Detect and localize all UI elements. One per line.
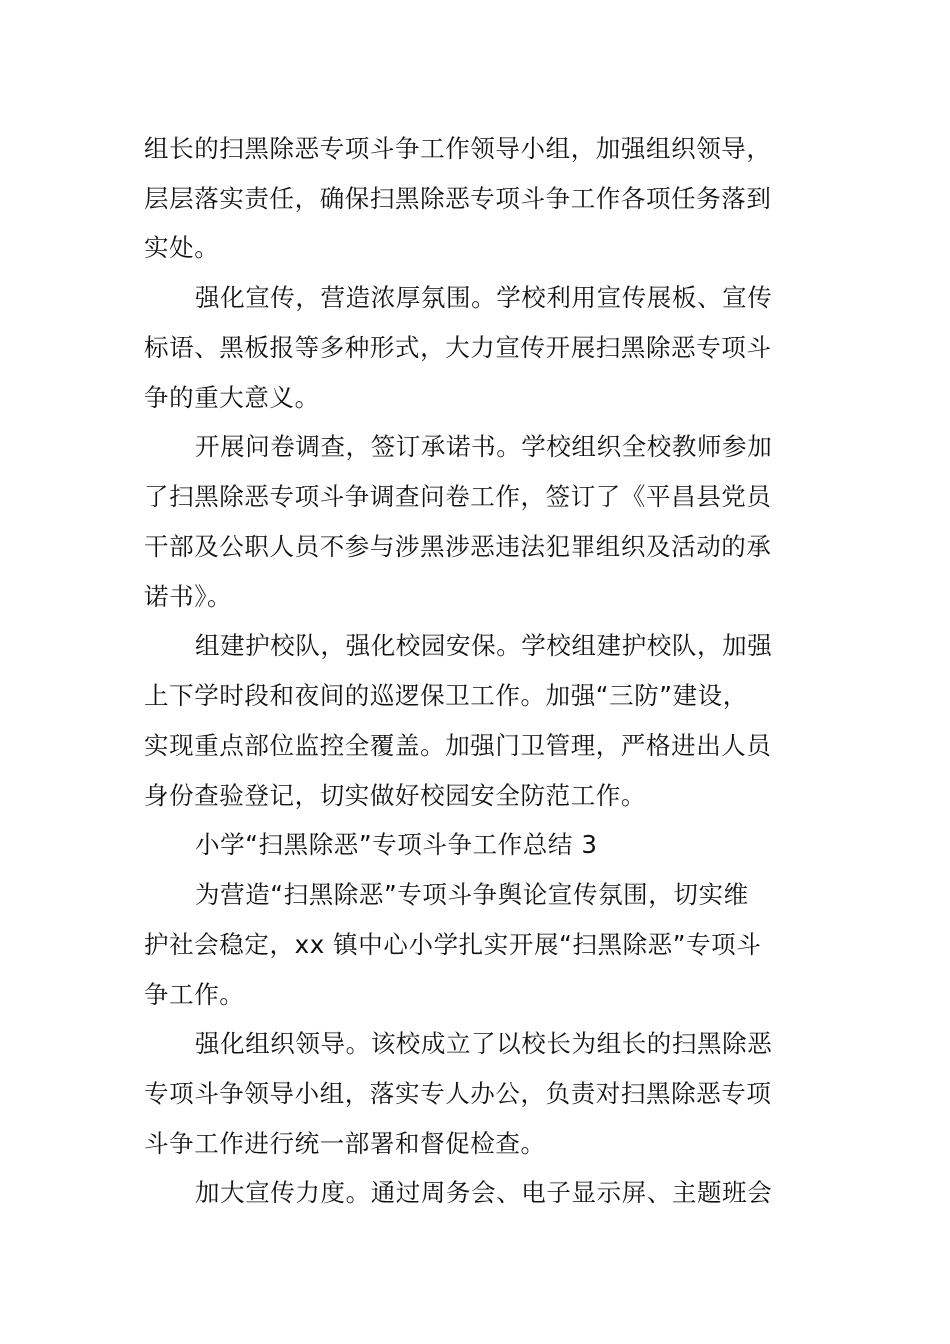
paragraph-start: 加大宣传力度。通过周务会、电子显示屏、主题班会 <box>195 1178 773 1207</box>
section-heading: 小学“扫黑除恶”专项斗争工作总结 3 <box>195 830 598 859</box>
text-line: 诺书》。 <box>144 582 233 611</box>
text-line: 斗争工作进行统一部署和督促检查。 <box>144 1129 546 1158</box>
text-line: 干部及公职人员不参与涉黑涉恶违法犯罪组织及活动的承 <box>144 532 772 561</box>
text-line: 专项斗争领导小组，落实专人办公，负责对扫黑除恶专项 <box>144 1079 772 1108</box>
paragraph-start: 开展问卷调查，签订承诺书。学校组织全校教师参加 <box>195 432 773 461</box>
text-line: 组长的扫黑除恶专项斗争工作领导小组，加强组织领导， <box>144 134 772 163</box>
text-line: 身份查验登记，切实做好校园安全防范工作。 <box>144 781 646 810</box>
text-line: 争的重大意义。 <box>144 383 320 412</box>
text-line: 实现重点部位监控全覆盖。加强门卫管理，严格进出人员 <box>144 731 772 760</box>
text-line: 了扫黑除恶专项斗争调查问卷工作，签订了《平昌县党员 <box>144 482 772 511</box>
paragraph-start: 强化宣传，营造浓厚氛围。学校利用宣传展板、宣传 <box>195 283 773 312</box>
text-line: 标语、黑板报等多种形式，大力宣传开展扫黑除恶专项斗 <box>144 333 772 362</box>
text-line: 上下学时段和夜间的巡逻保卫工作。加强“三防”建设， <box>144 681 748 710</box>
text-line: 争工作。 <box>144 980 245 1009</box>
paragraph-start: 为营造“扫黑除恶”专项斗争舆论宣传氛围，切实维 <box>195 880 749 909</box>
text-line: 护社会稳定，xx 镇中心小学扎实开展“扫黑除恶”专项斗 <box>144 930 762 959</box>
text-line: 层层落实责任，确保扫黑除恶专项斗争工作各项任务落到 <box>144 184 772 213</box>
paragraph-start: 组建护校队，强化校园安保。学校组建护校队，加强 <box>195 631 773 660</box>
text-line: 实处。 <box>144 233 220 262</box>
paragraph-start: 强化组织领导。该校成立了以校长为组长的扫黑除恶 <box>195 1029 773 1058</box>
